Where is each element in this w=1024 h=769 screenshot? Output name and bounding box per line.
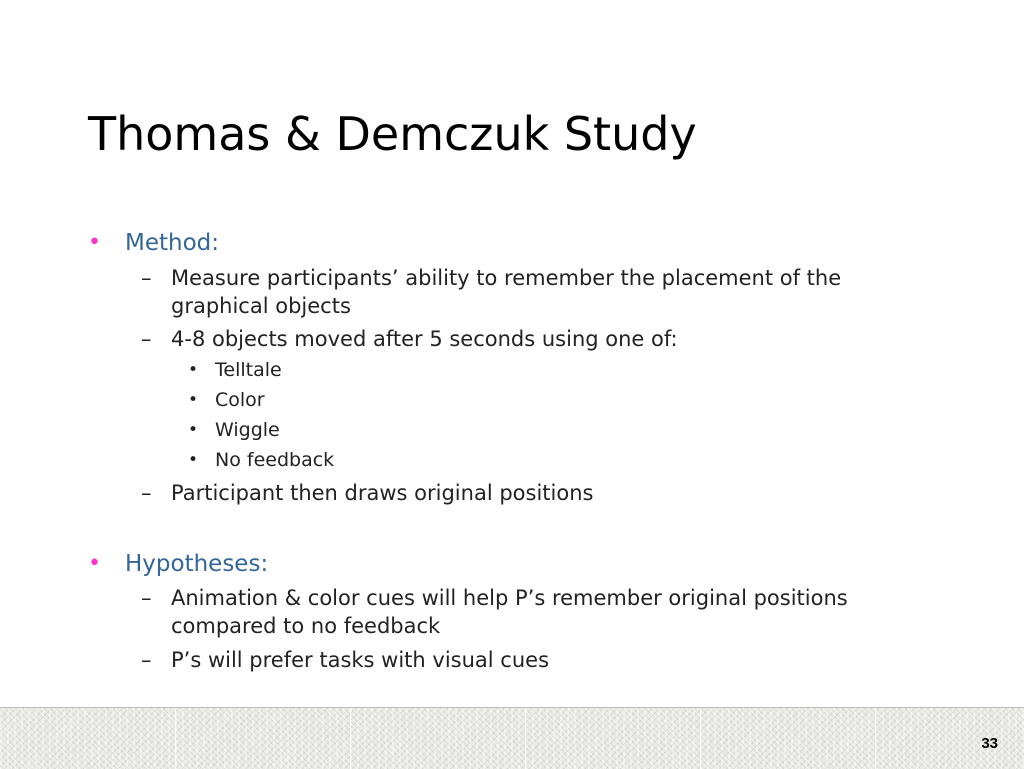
sub-list-item-text: Wiggle — [215, 419, 280, 441]
section-label-hypotheses: Hypotheses: — [125, 551, 269, 577]
sub-list-item-text: Telltale — [215, 359, 282, 381]
list-item-text: 4-8 objects moved after 5 seconds using one of: — [171, 327, 678, 351]
section-bullet: • — [88, 230, 101, 255]
list-item-text: Measure participants’ ability to remember the placement of the graphical objects — [171, 266, 842, 318]
sub-list-item-text: Color — [215, 389, 265, 411]
sub-bullet: • — [188, 360, 199, 380]
footer-divider — [525, 708, 526, 769]
dash-bullet: – — [141, 481, 152, 505]
list-item-text: P’s will prefer tasks with visual cues — [171, 648, 550, 672]
dash-bullet: – — [141, 266, 152, 290]
list-item-text: Participant then draws original positions — [171, 481, 594, 505]
footer-divider — [875, 708, 876, 769]
dash-bullet: – — [141, 586, 152, 610]
section-bullet: • — [88, 551, 101, 576]
section-label-method: Method: — [125, 230, 220, 256]
list-item-text: Animation & color cues will help P’s remember original positions compared to no feedback — [171, 586, 848, 638]
dash-bullet: – — [141, 648, 152, 672]
sub-bullet: • — [188, 390, 199, 410]
footer-divider — [350, 708, 351, 769]
dash-bullet: – — [141, 327, 152, 351]
slide-number: 33 — [981, 735, 998, 752]
footer-divider — [175, 708, 176, 769]
footer-divider — [700, 708, 701, 769]
footer-bar — [0, 707, 1024, 769]
sub-bullet: • — [188, 420, 199, 440]
slide-title: Thomas & Demczuk Study — [88, 107, 697, 161]
sub-bullet: • — [188, 450, 199, 470]
sub-list-item-text: No feedback — [215, 449, 335, 471]
